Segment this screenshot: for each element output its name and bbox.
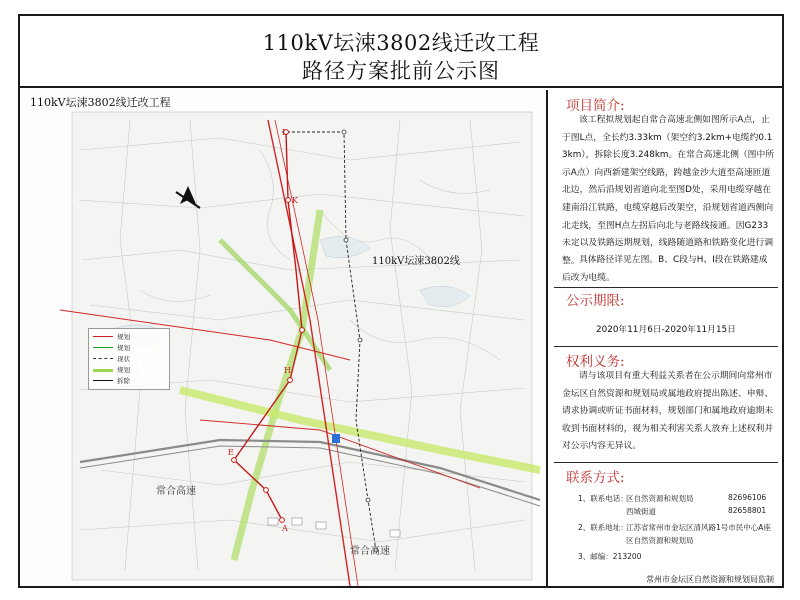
contact-tel-2: 82658801 (728, 506, 767, 515)
road-label-west: 常合高速 (156, 486, 196, 497)
line-label: 110kV坛涑3802线 (372, 256, 460, 267)
info-panel (550, 90, 782, 586)
issuer-footer: 常州市金坛区自然资源和规划局监制 (646, 575, 774, 584)
contact-address-line-1: 江苏省常州市金坛区清风路1号市民中心A座 (626, 523, 771, 532)
overview-text-2: 具体路径详见左图。B、C段与H、I段在铁路建成后改为电缆。 (562, 255, 768, 283)
contact-address-label: 2、联系地址： (578, 523, 628, 532)
route-point-A: A (282, 524, 288, 533)
contact-tel-1: 82696106 (728, 493, 767, 502)
contact-org-2: 西城街道 (626, 507, 656, 516)
period-heading: 公示期限: (566, 293, 625, 309)
contact-org-1: 区自然资源和规划局 (626, 494, 694, 503)
road-label-east: 常合高速 (350, 546, 390, 557)
period-text: 2020年11月6日-2020年11月15日 (596, 325, 736, 335)
overview-heading: 项目简介: (566, 98, 625, 114)
map-legend: 规划 规划 现状 规划 拆除 (88, 328, 170, 390)
contact-zip: 3、邮编：213200 (578, 552, 642, 561)
divider (554, 346, 778, 347)
route-point-E: E (228, 448, 234, 457)
title-block (18, 14, 784, 88)
rights-heading: 权利义务: (566, 354, 625, 370)
divider (554, 287, 778, 288)
contact-tel-label: 1、联系电话： (578, 494, 628, 503)
route-map-panel (20, 90, 548, 586)
contact-address-line-2: 区自然资源和规划局 (626, 536, 694, 545)
divider (554, 462, 778, 463)
map-caption: 110kV坛涑3802线迁改工程 (30, 96, 171, 109)
route-point-K: K (292, 196, 298, 205)
route-point-L: L (282, 128, 288, 137)
route-point-H: H (284, 366, 291, 375)
title-line-2: 路径方案批前公示图 (302, 59, 500, 83)
title-line-1: 110kV坛涑3802线迁改工程 (262, 31, 540, 55)
overview-text: 该工程拟规划起自常合高速北侧如图所示A点，止于图L点，全长约3.33km（架空约3.2km+电缆约0.13km），拆除长度3.248km。在常合高速北侧（图中所示A点）向西新建架空线路，跨越金沙大道至高速匝道北边，然后沿规划省道向北至图D处，采用电缆穿越在建南沿江铁路，电缆穿越后改架空，沿规划省道西侧向北走线，至图H点左拐后向北与老路线接通。因G233未定以及铁路远期规划，线路随道路和铁路变化进行调整。 (562, 115, 775, 266)
contact-heading: 联系方式: (566, 470, 625, 486)
rights-text: 请与该项目有重大利益关系者在公示期间向常州市金坛区自然资源和规划局或属地政府提出陈述、申辩、请求协调或听证书面材料，规划部门和属地政府逾期未收到书面材料的，视为相关利害关系人放弃上述权利并对公示内容无异议。 (562, 371, 774, 452)
